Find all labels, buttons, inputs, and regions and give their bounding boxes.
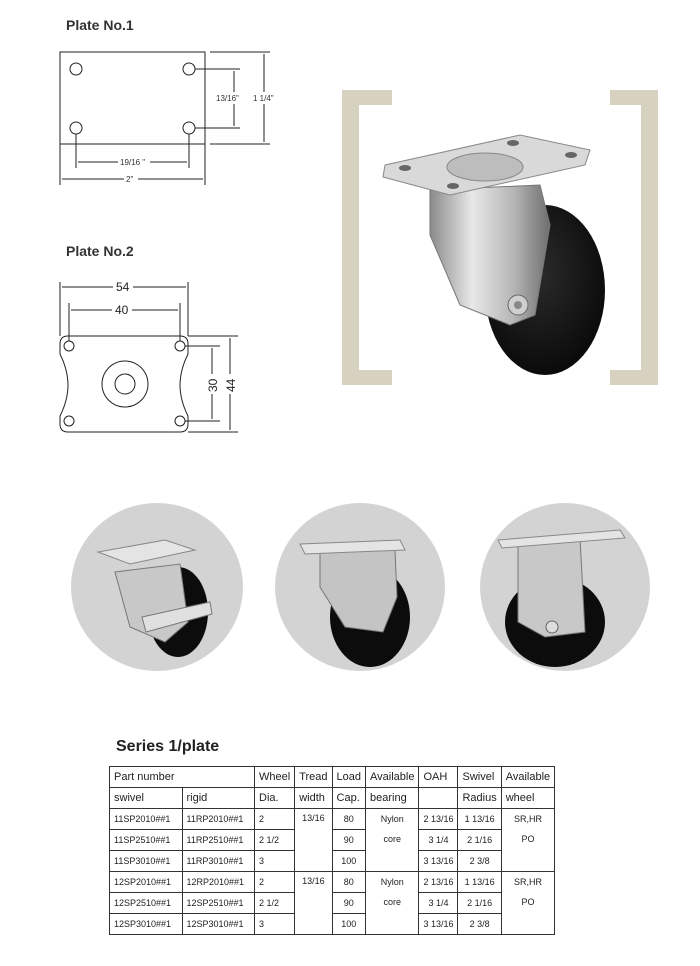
main-fork: [430, 185, 550, 325]
table-row: [110, 872, 555, 893]
swivel-part: 11SP2010##1: [110, 809, 183, 830]
header-bearing-1: Available: [366, 767, 419, 788]
plate1-hole: [70, 122, 82, 134]
thumb-brake-caster: [70, 502, 245, 672]
plate1-dim-outer-width: 2": [126, 175, 134, 184]
plate1-dim-inner-height: 13/16": [216, 94, 239, 103]
plate2-center-boss: [102, 361, 148, 407]
plate1-title: Plate No.1: [66, 17, 134, 33]
plate1-hole: [183, 63, 195, 75]
header-avail-wheel-1: Available: [501, 767, 554, 788]
header-oah-blank: [419, 788, 458, 809]
plate2-dim-inner-height: 30: [206, 378, 220, 392]
swivel-radius: 2 3/8: [458, 914, 501, 935]
available-wheel-line-2: PO: [501, 893, 554, 935]
plate2-hole: [64, 416, 74, 426]
rigid-part: 11RP2510##1: [182, 830, 255, 851]
oah: 3 1/4: [419, 830, 458, 851]
swivel-radius: 2 1/16: [458, 893, 501, 914]
plate2-drawing: [40, 270, 250, 440]
tread-width: 13/16: [295, 872, 332, 935]
header-oah: OAH: [419, 767, 458, 788]
swivel-part: 12SP3010##1: [110, 914, 183, 935]
plate1-dim-inner-width: 19/16 ": [120, 158, 146, 167]
main-caster-photo: [335, 85, 665, 405]
wheel-dia: 2: [255, 872, 295, 893]
rigid-part: 11RP3010##1: [182, 851, 255, 872]
header-avail-wheel-2: wheel: [501, 788, 554, 809]
plate2-hole: [64, 341, 74, 351]
load-cap: 100: [332, 851, 365, 872]
left-bracket: [342, 90, 392, 385]
wheel-dia: 3: [255, 914, 295, 935]
table-row: [110, 914, 555, 935]
bearing-line-2: core: [366, 830, 419, 872]
available-wheel-line-2: PO: [501, 830, 554, 872]
available-wheel-line-1: SR,HR: [501, 809, 554, 830]
wheel-dia: 2: [255, 809, 295, 830]
swivel-radius: 2 1/16: [458, 830, 501, 851]
available-wheel-line-1: SR,HR: [501, 872, 554, 893]
plate2-dim-inner-width: 40: [115, 303, 129, 317]
swivel-radius: 2 3/8: [458, 851, 501, 872]
plate2-outline: [60, 336, 188, 432]
load-cap: 80: [332, 872, 365, 893]
load-cap: 90: [332, 830, 365, 851]
bearing-line-2: core: [366, 893, 419, 935]
table-row: [110, 830, 555, 851]
load-cap: 90: [332, 893, 365, 914]
header-wheel-1: Wheel: [255, 767, 295, 788]
plate1-hole: [183, 122, 195, 134]
table-row: [110, 809, 555, 830]
header-rigid: rigid: [182, 788, 255, 809]
header-part-number: Part number: [110, 767, 255, 788]
load-cap: 100: [332, 914, 365, 935]
plate2-title: Plate No.2: [66, 243, 134, 259]
plate2-dim-outer-width: 54: [116, 280, 130, 294]
swivel-radius: 1 13/16: [458, 872, 501, 893]
bearing-line-1: Nylon: [366, 872, 419, 893]
plate1-drawing: [50, 40, 290, 190]
wheel-dia: 2 1/2: [255, 830, 295, 851]
rigid-part: 12SP2510##1: [182, 893, 255, 914]
oah: 3 13/16: [419, 851, 458, 872]
swivel-part: 11SP2510##1: [110, 830, 183, 851]
oah: 3 13/16: [419, 914, 458, 935]
header-wheel-2: Dia.: [255, 788, 295, 809]
rigid-part: 12SP3010##1: [182, 914, 255, 935]
swivel-part: 12SP2510##1: [110, 893, 183, 914]
table-row: [110, 893, 555, 914]
table-row: [110, 851, 555, 872]
header-load-1: Load: [332, 767, 365, 788]
header-radius-2: Radius: [458, 788, 501, 809]
wheel-dia: 3: [255, 851, 295, 872]
header-load-2: Cap.: [332, 788, 365, 809]
tread-width: 13/16: [295, 809, 332, 872]
load-cap: 80: [332, 809, 365, 830]
oah: 2 13/16: [419, 809, 458, 830]
series-title: Series 1/plate: [116, 738, 220, 755]
header-tread-1: Tread: [295, 767, 332, 788]
plate2-hole: [175, 416, 185, 426]
header-bearing-2: bearing: [366, 788, 419, 809]
rigid-part: 11RP2010##1: [182, 809, 255, 830]
thumb-swivel-caster: [275, 502, 445, 672]
header-row: [110, 788, 555, 809]
plate1-dim-outer-height: 1 1/4": [253, 94, 274, 103]
header-tread-2: width: [295, 788, 332, 809]
right-bracket: [610, 90, 658, 385]
oah: 3 1/4: [419, 893, 458, 914]
swivel-radius: 1 13/16: [458, 809, 501, 830]
plate2-dim-outer-height: 44: [224, 378, 238, 392]
swivel-part: 11SP3010##1: [110, 851, 183, 872]
wheel-dia: 2 1/2: [255, 893, 295, 914]
header-radius-1: Swivel: [458, 767, 501, 788]
oah: 2 13/16: [419, 872, 458, 893]
plate1-hole: [70, 63, 82, 75]
plate2-center-hole: [115, 374, 135, 394]
plate2-hole: [175, 341, 185, 351]
spec-table: [109, 766, 555, 935]
header-swivel: swivel: [110, 788, 183, 809]
swivel-part: 12SP2010##1: [110, 872, 183, 893]
bearing-line-1: Nylon: [366, 809, 419, 830]
rigid-part: 12RP2010##1: [182, 872, 255, 893]
thumb-rigid-caster: [480, 502, 650, 672]
header-row: [110, 767, 555, 788]
